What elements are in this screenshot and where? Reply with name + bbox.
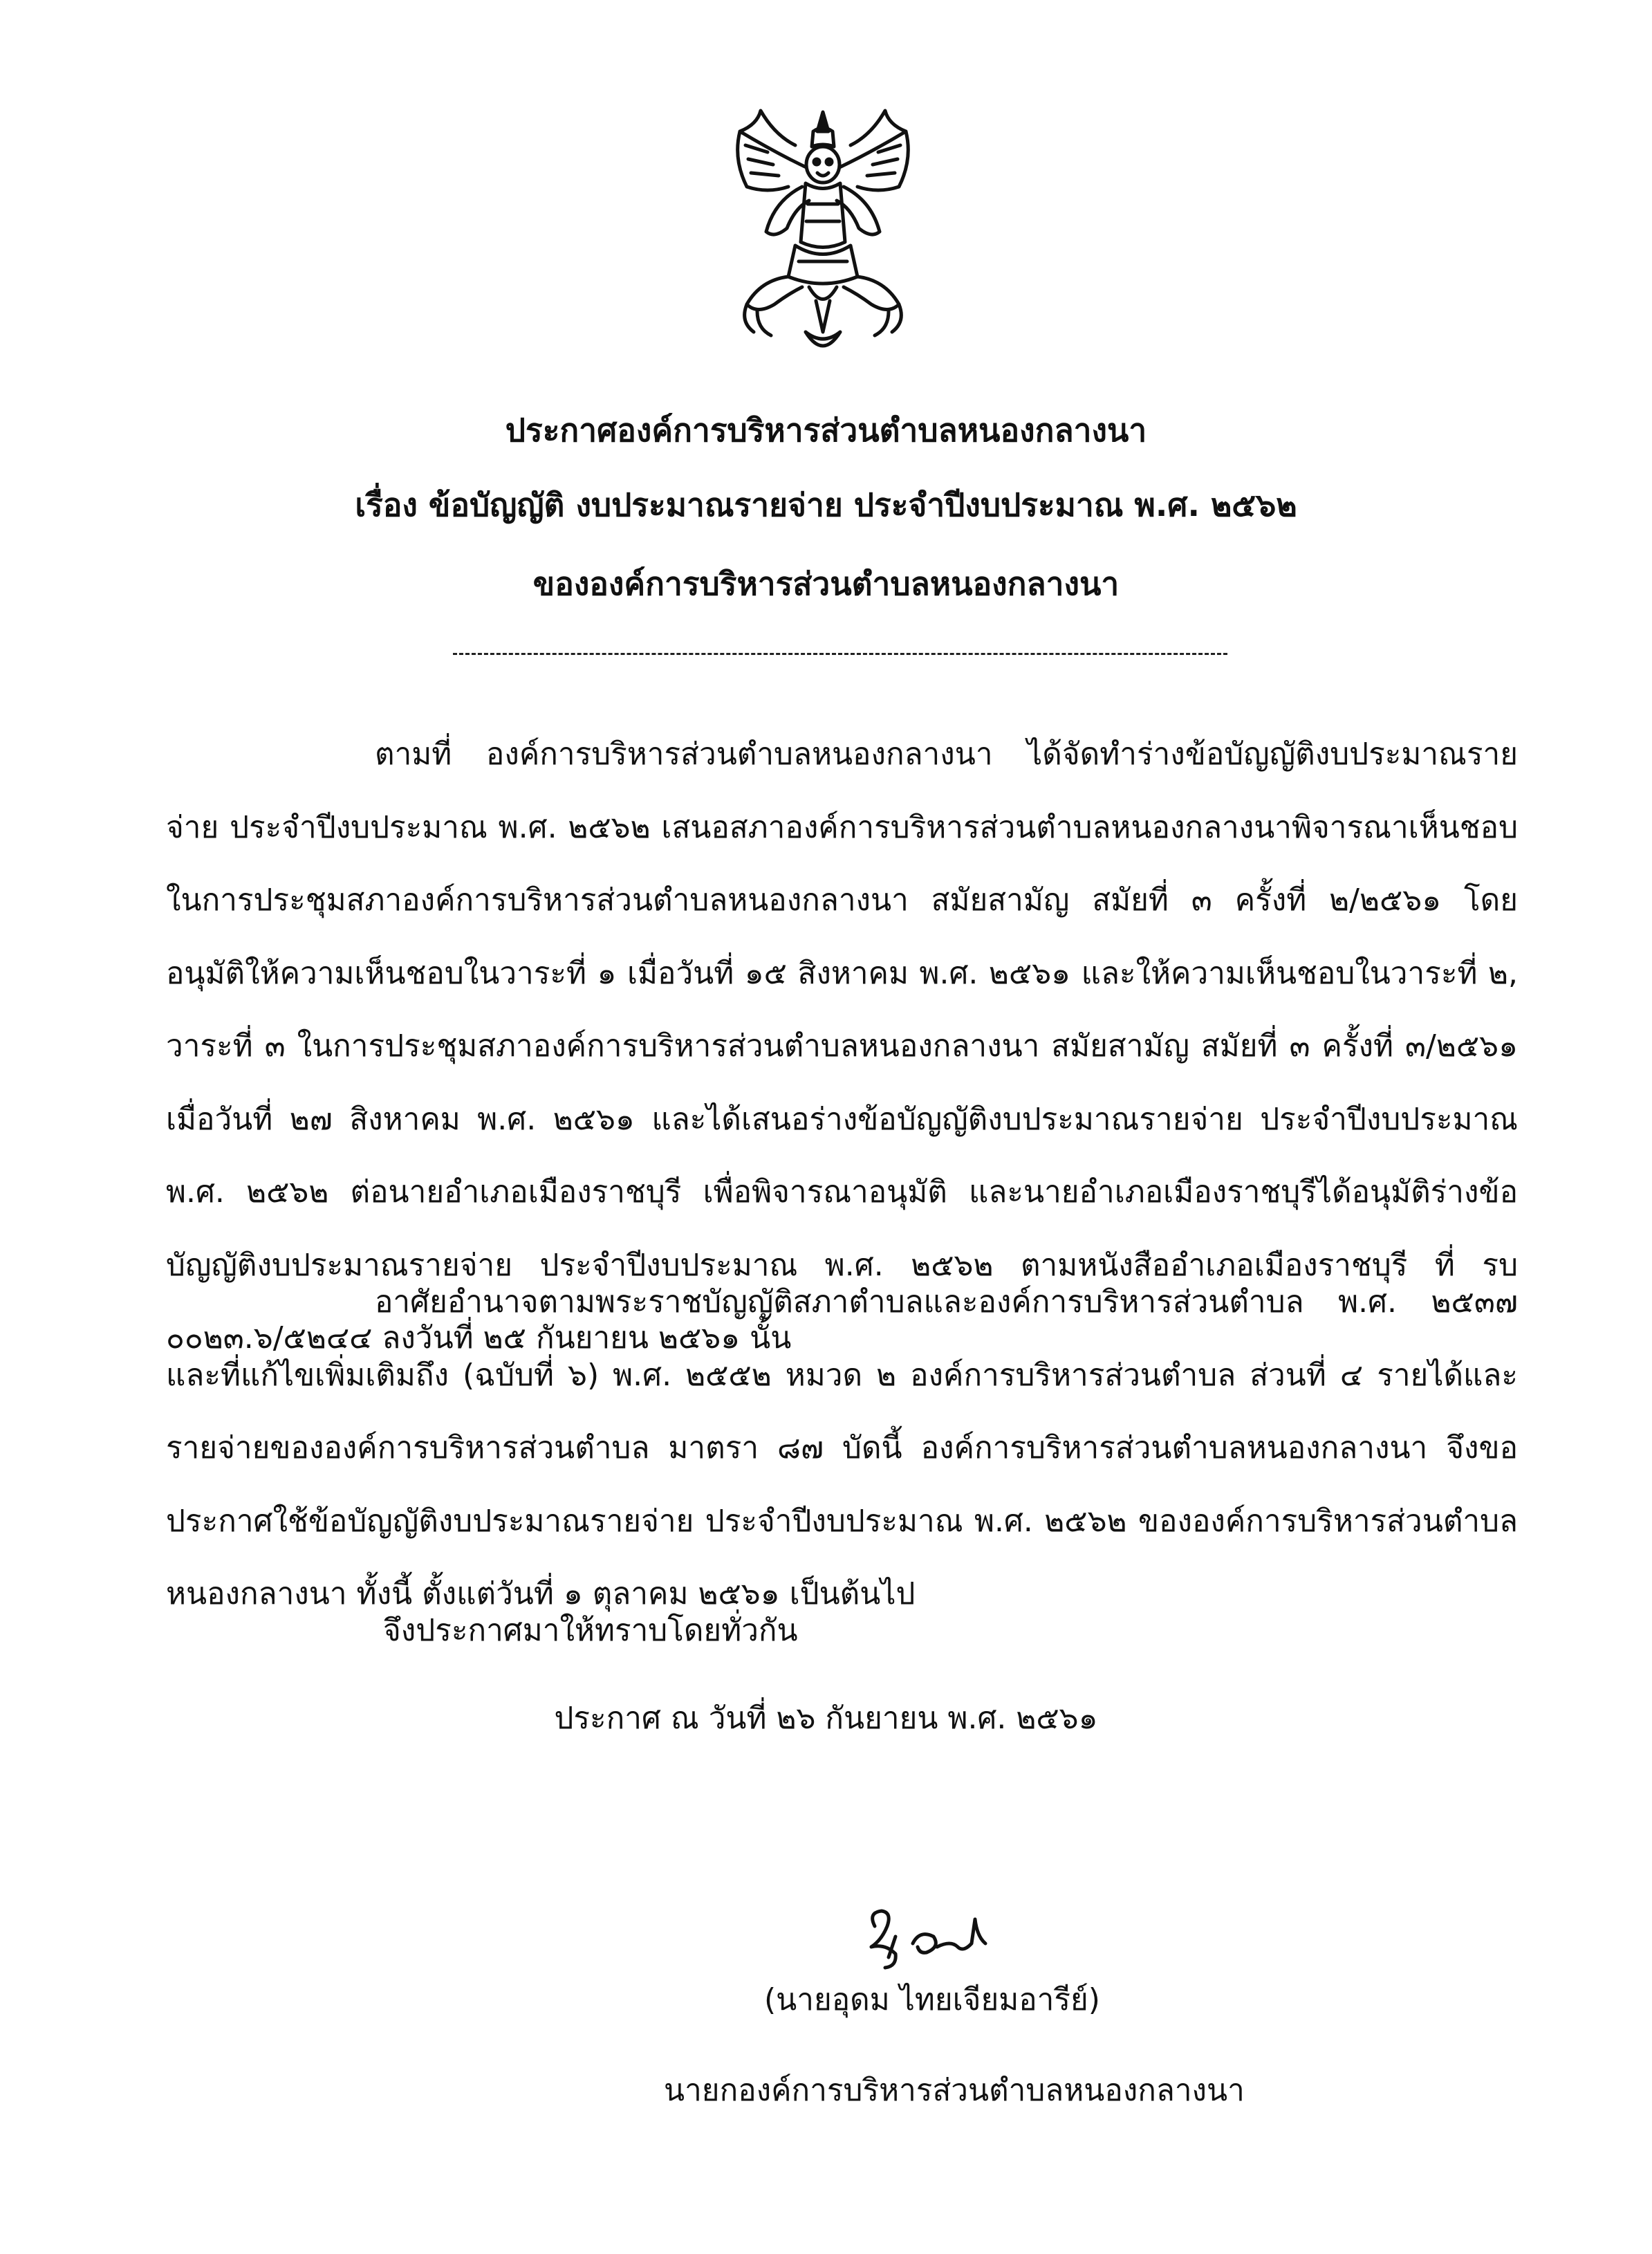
announcement-date: ประกาศ ณ วันที่ ๒๖ กันยายน พ.ศ. ๒๕๖๑ — [554, 1701, 1098, 1736]
header-divider — [453, 653, 1227, 655]
handwritten-signature — [854, 1905, 999, 1971]
body-paragraph-1: ตามที่ องค์การบริหารส่วนตำบลหนองกลางนา ได้จัดทำร่างข้อบัญญัติงบประมาณรายจ่าย ประจำปีงบประมาณ พ.ศ. ๒๕๖๒ เสนอสภาองค์การบริหารส่วนตำบลหนองกลางนาพิจารณาเห็นชอบในการประชุมสภาองค์การบริหารส่วนตำบลหนองกลางนา สมัยสามัญ สมัยที่ ๓ ครั้งที่ ๒/๒๕๖๑ โดยอนุมัติให้ความเห็นชอบในวาระที่ ๑ เมื่อวันที่ ๑๕ สิงหาคม พ.ศ. ๒๕๖๑ และให้ความเห็นชอบในวาระที่ ๒, วาระที่ ๓ ในการประชุมสภาองค์การบริหารส่วนตำบลหนองกลางนา สมัยสามัญ สมัยที่ ๓ ครั้งที่ ๓/๒๕๖๑ เมื่อวันที่ ๒๗ สิงหาคม พ.ศ. ๒๕๖๑ และได้เสนอร่างข้อบัญญัติงบประมาณรายจ่าย ประจำปีงบประมาณ พ.ศ. ๒๕๖๒ ต่อนายอำเภอเมืองราชบุรี เพื่อพิจารณาอนุมัติ และนายอำเภอเมืองราชบุรีได้อนุมัติร่างข้อบัญญัติงบประมาณรายจ่าย ประจำปีงบประมาณ พ.ศ. ๒๕๖๒ ตามหนังสืออำเภอเมืองราชบุรี ที่ รบ ๐๐๒๓.๖/๕๒๔๔ ลงวันที่ ๒๕ กันยายน ๒๕๖๑ นั้น — [166, 737, 1518, 1356]
garuda-emblem-icon — [692, 104, 954, 367]
signer-name: (นายอุดม ไทยเจียมอารีย์) — [764, 1982, 1100, 2017]
signer-position: นายกองค์การบริหารส่วนตำบลหนองกลางนา — [664, 2073, 1245, 2108]
closing-statement: จึงประกาศมาให้ทราบโดยทั่วกัน — [383, 1613, 798, 1648]
announcement-issuer: ขององค์การบริหารส่วนตำบลหนองกลางนา — [532, 565, 1120, 602]
announcement-subject: เรื่อง ข้อบัญญัติ งบประมาณรายจ่าย ประจำปีงบประมาณ พ.ศ. ๒๕๖๒ — [355, 486, 1297, 524]
announcement-title: ประกาศองค์การบริหารส่วนตำบลหนองกลางนา — [505, 412, 1147, 449]
body-paragraph-2: อาศัยอำนาจตามพระราชบัญญัติสภาตำบลและองค์การบริหารส่วนตำบล พ.ศ. ๒๕๓๗ และที่แก้ไขเพิ่มเติมถึง (ฉบับที่ ๖) พ.ศ. ๒๕๕๒ หมวด ๒ องค์การบริหารส่วนตำบล ส่วนที่ ๔ รายได้และรายจ่ายขององค์การบริหารส่วนตำบล มาตรา ๘๗ บัดนี้ องค์การบริหารส่วนตำบลหนองกลางนา จึงขอประกาศใช้ข้อบัญญัติงบประมาณรายจ่าย ประจำปีงบประมาณ พ.ศ. ๒๕๖๒ ขององค์การบริหารส่วนตำบลหนองกลางนา ทั้งนี้ ตั้งแต่วันที่ ๑ ตุลาคม ๒๕๖๑ เป็นต้นไป — [166, 1284, 1518, 1611]
